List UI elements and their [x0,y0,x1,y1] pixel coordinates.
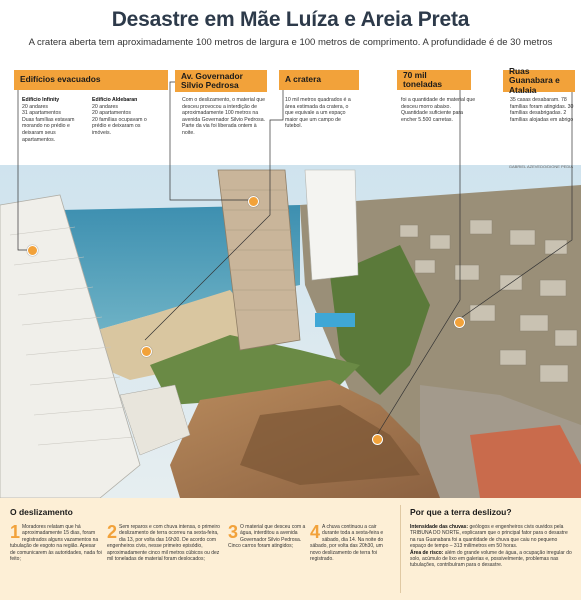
step-2-text: Sem reparos e com chuva intensa, o primeiro deslizamento de terra ocorreu na sexta-feira, dia 13, por volta das 16h30. De acordo com engenheiros civis, nesse primeiro episódio, aproximadamente cinco mil metros cúbicos ou dez mil toneladas de material foram deslocados; [107,524,220,563]
porque-p1: geólogos e engenheiros civis ouvidos pela TRIBUNA DO NORTE, explicaram que o principal fator para o desastre na rua Guanabara foi a quantidade de chuva que caiu no pequeno espaço de tempo – 313 milímetros em 50 horas. [410,524,568,550]
porque-text [410,524,572,569]
photo-credit: GABRIEL AZEVEDO/DIONE PEDIA [508,164,573,169]
callout-edificios-col1 [22,97,87,143]
marker-cratera [141,346,152,357]
step-4-text: A chuva continuou a cair durante toda a sexta-feira e sábado, dia 14. Na noite do sábado, por volta das 20h30, um novo deslizamento de terra foi registrado. [310,524,384,563]
deslizamento-header: O deslizamento [10,507,73,517]
marker-edificios [27,245,38,256]
edificio-aldebaran-name: Edifício Aldebaran [92,97,138,103]
edificio-infinity-andares: 20 andares [22,103,48,110]
step-4 [310,524,394,562]
porque-p1-label: Intensidade das chuvas: [410,524,469,530]
porque-p2-label: Área de risco: [410,549,444,556]
edificio-aldebaran-familias: 20 famílias ocupavam o prédio e deixaram os imóveis. [92,116,147,136]
bottom-divider [400,505,401,593]
callout-cratera-header: A cratera [279,70,359,90]
edificio-aldebaran-andares: 20 andares [92,103,118,110]
callout-edificios-header: Edifícios evacuados [14,70,168,90]
callout-cratera-text: 10 mil metros quadrados é a área estimada da cratera, o que equivale a um espaço maior que um campo de futebol. [285,97,351,130]
step-1 [10,524,102,562]
step-2-number: 2 [107,522,118,542]
page-title: Desastre em Mãe Luíza e Areia Preta [111,8,470,31]
callout-toneladas-text: foi a quantidade de material que desceu morro abaixo. Quantidade suficiente para encher 5.500 carretas. [401,97,476,123]
edificio-infinity-familias: Duas famílias estavam morando no prédio e deixaram seus apartamentos. [22,116,75,143]
callout-avenida-text: Com o deslizamento, o material que desceu provocou a interdição de aproximadamente 100 metros na avenida Governador Silvio Pedrosa. Parte da via foi liberada ontem à noite. [182,97,266,136]
edificio-aldebaran-apartamentos: 20 apartamentos [92,110,131,117]
step-4-number: 4 [310,522,321,542]
callout-toneladas-header: 70 mil toneladas [397,70,471,90]
callout-ruas-header: Ruas Guanabara e Atalaia [503,70,575,92]
callout-avenida-header: Av. Governador Silvio Pedrosa [175,70,267,92]
step-3 [228,524,306,550]
page-subtitle: A cratera aberta tem aproximadamente 100 metros de largura e 100 metros de comprimento. A profundidade é de 30 metros [28,37,553,48]
step-3-text: O material que desceu com a água, interditou a avenida Governador Silvio Pedrosa. Cinco carros foram atingidos; [228,524,306,550]
callout-ruas-text: 35 casas desabaram. 78 famílias foram atingidas. 30 famílias desabrigadas. 2 famílias alojadas em abrigo [510,97,574,123]
porque-header: Por que a terra deslizou? [410,507,512,517]
edificio-infinity-name: Edifício Infinity [22,97,60,103]
callout-edificios-col2 [92,97,158,137]
step-2 [107,524,222,562]
edificio-infinity-apartamentos: 31 apartamentos [22,110,61,117]
marker-avenida [248,196,259,207]
step-3-number: 3 [228,522,239,542]
porque-p2: além do grande volume de água, a ocupação irregular do solo, acúmulo de lixo em galerias e, possivelmente, problemas nas tubulações, contribuíram para o desastre. [410,549,572,569]
step-1-text: Moradores relatam que há aproximadamente 15 dias, foram registrados alguns vazamentos na tubulação de esgoto na região. Apesar de comunicarem às autoridades, nada foi feito; [10,524,102,563]
marker-ruas [454,317,465,328]
marker-toneladas [372,434,383,445]
step-1-number: 1 [10,522,21,542]
